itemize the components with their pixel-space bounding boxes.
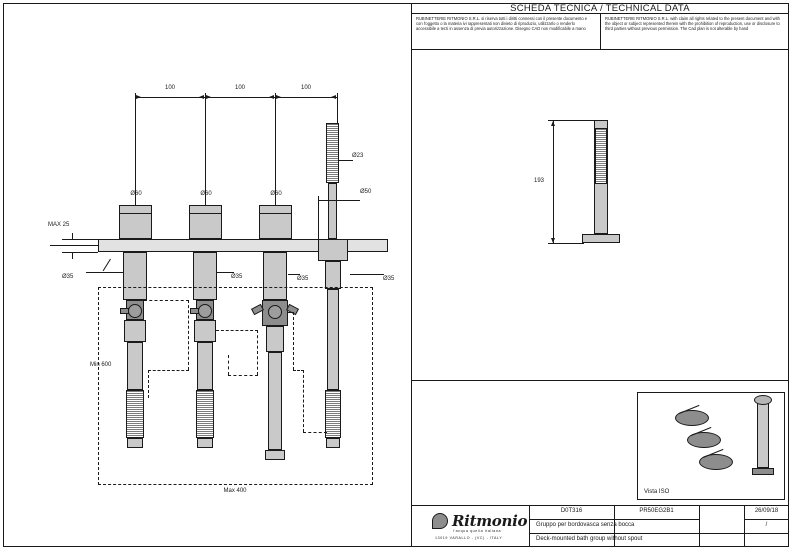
brand-tagline: l'acqua quella italiana: [453, 529, 502, 533]
side-dim-label-height: 193: [534, 178, 545, 184]
drawing-code: D0T316: [560, 508, 583, 514]
outlet-d-leader: [318, 200, 360, 201]
brand-mark-icon: [432, 513, 448, 529]
dim-arrow-2-right: [269, 95, 274, 99]
hole-2-leader: [216, 272, 234, 273]
main-view-separator: [411, 3, 412, 547]
dim-line-100-3: [275, 97, 337, 98]
dim-label-cap-3: Ø60: [270, 191, 282, 197]
hose-route-7: [303, 432, 327, 433]
outlet-elbow-body: [318, 239, 348, 261]
side-dim-ext-bottom: [548, 243, 584, 244]
valve-2-cap-line: [189, 213, 222, 214]
dim-label-hole-3: Ø35: [297, 276, 309, 282]
hose-route-3-v: [257, 330, 258, 375]
article-code: PR50EG2B1: [639, 508, 674, 514]
iso-view-label: Vista ISO: [644, 489, 670, 495]
dim-label-hole-2: Ø35: [231, 274, 243, 280]
legal-note-italian: RUBINETTERIE RITMONIO S.R.L. si riserva tutti i diritti connessi con il presente documento e con l'oggetto o la materia ivi rappresentati non divieto di riproduzio, utilizzarlo o renderlo accessibile a terzi in assenza di previa autorizzazione. Disegno CAD non modificabile a mano: [416, 16, 588, 32]
header-title: SCHEDA TECNICA / TECHNICAL DATA: [510, 3, 690, 14]
max25-tick-bottom: [62, 252, 98, 253]
description-italian: Gruppo per bordovasca senza bocca: [536, 522, 635, 528]
handset-d-leader: [339, 160, 353, 161]
dim-arrow-1-right: [199, 95, 204, 99]
header-note-split: [600, 13, 601, 49]
side-dim-ext-top: [548, 120, 594, 121]
handshower-stem: [328, 183, 337, 239]
hose-route-3: [216, 330, 258, 331]
dim-arrow-3-left: [276, 95, 281, 99]
dim-label-handset-d: Ø23: [352, 153, 364, 159]
title-block-row-div-3: [744, 519, 789, 520]
hole-1-leader: [86, 272, 124, 273]
hose-route-4: [228, 375, 258, 376]
ext-line-d: [337, 93, 338, 123]
side-dim-arrow-top: [551, 121, 555, 126]
installation-envelope: [98, 287, 373, 485]
side-view-grip: [595, 128, 607, 184]
hose-route-2: [148, 370, 189, 371]
dim-label-spacing-1: 100: [164, 85, 175, 91]
title-block-row-div-2: [529, 533, 789, 534]
description-english: Deck-mounted bath group without spout: [536, 536, 643, 542]
dim-label-hose-min: Min 600: [90, 362, 112, 368]
iso-handshower-base: [752, 468, 774, 475]
side-view-divider: [411, 380, 789, 381]
hose-route-1-v: [188, 300, 189, 370]
iso-handshower-body: [757, 400, 769, 468]
dim-label-spacing-2: 100: [234, 85, 245, 91]
iso-handshower-head: [754, 395, 772, 405]
title-block-div-3: [699, 505, 700, 547]
hose-route-2-v: [148, 370, 149, 398]
brand-address: 13019 VARALLO - (VC) - ITALY: [435, 536, 503, 540]
valve-2-cap: [189, 205, 222, 239]
drawing-scale: /: [765, 522, 768, 528]
hose-route-5-v: [293, 312, 294, 370]
dim-line-100-2: [205, 97, 275, 98]
side-view-base: [582, 234, 620, 243]
dim-arrow-2-left: [206, 95, 211, 99]
hose-route-6-v: [303, 370, 304, 432]
dim-label-hole-1: Ø35: [62, 274, 74, 280]
title-block-row-div-1: [529, 519, 699, 520]
valve-1-cap: [119, 205, 152, 239]
dim-label-cap-2: Ø60: [200, 191, 212, 197]
dim-arrow-3-right: [331, 95, 336, 99]
hole-3-leader: [288, 274, 300, 275]
valve-3-cap: [259, 205, 292, 239]
handshower-grip: [326, 123, 339, 183]
valve-3-cap-line: [259, 213, 292, 214]
max25-ext-bottom: [72, 252, 73, 259]
dim-label-hole-4: Ø35: [383, 276, 395, 282]
max25-tick-top: [62, 239, 98, 240]
valve-1-cap-line: [119, 213, 152, 214]
outlet-d-ext-left: [318, 196, 319, 240]
max25-leader: [50, 245, 98, 246]
dim-line-100-1: [135, 97, 205, 98]
side-dim-line: [553, 120, 554, 243]
header-note-divider: [411, 49, 789, 50]
outlet-shank: [325, 261, 341, 289]
hose-route-4-v: [228, 355, 229, 375]
dim-label-spacing-3: 100: [300, 85, 311, 91]
drawing-date: 26/09/18: [754, 508, 779, 514]
dim-arrow-1-left: [136, 95, 141, 99]
hose-route-6: [293, 370, 304, 371]
dim-label-outlet-d: Ø50: [360, 189, 372, 195]
hose-route-1: [144, 300, 189, 301]
brand-logo: Ritmonio: [452, 512, 528, 530]
dim-label-hose-max: Max 400: [223, 488, 247, 494]
hose-route-5: [288, 312, 294, 313]
dim-label-cap-1: Ø60: [130, 191, 142, 197]
dim-label-max-thickness: MAX 25: [48, 222, 70, 228]
legal-note-english: RUBINETTERIE RITMONIO S.R.L. with claim all rights related to the present document and with the object or subject represented therein with the prohibition of reproduction, use or disclosure to third parties without previous permission. The Cad plan is not alterable by hand: [605, 16, 780, 32]
hole-4-leader: [350, 274, 384, 275]
